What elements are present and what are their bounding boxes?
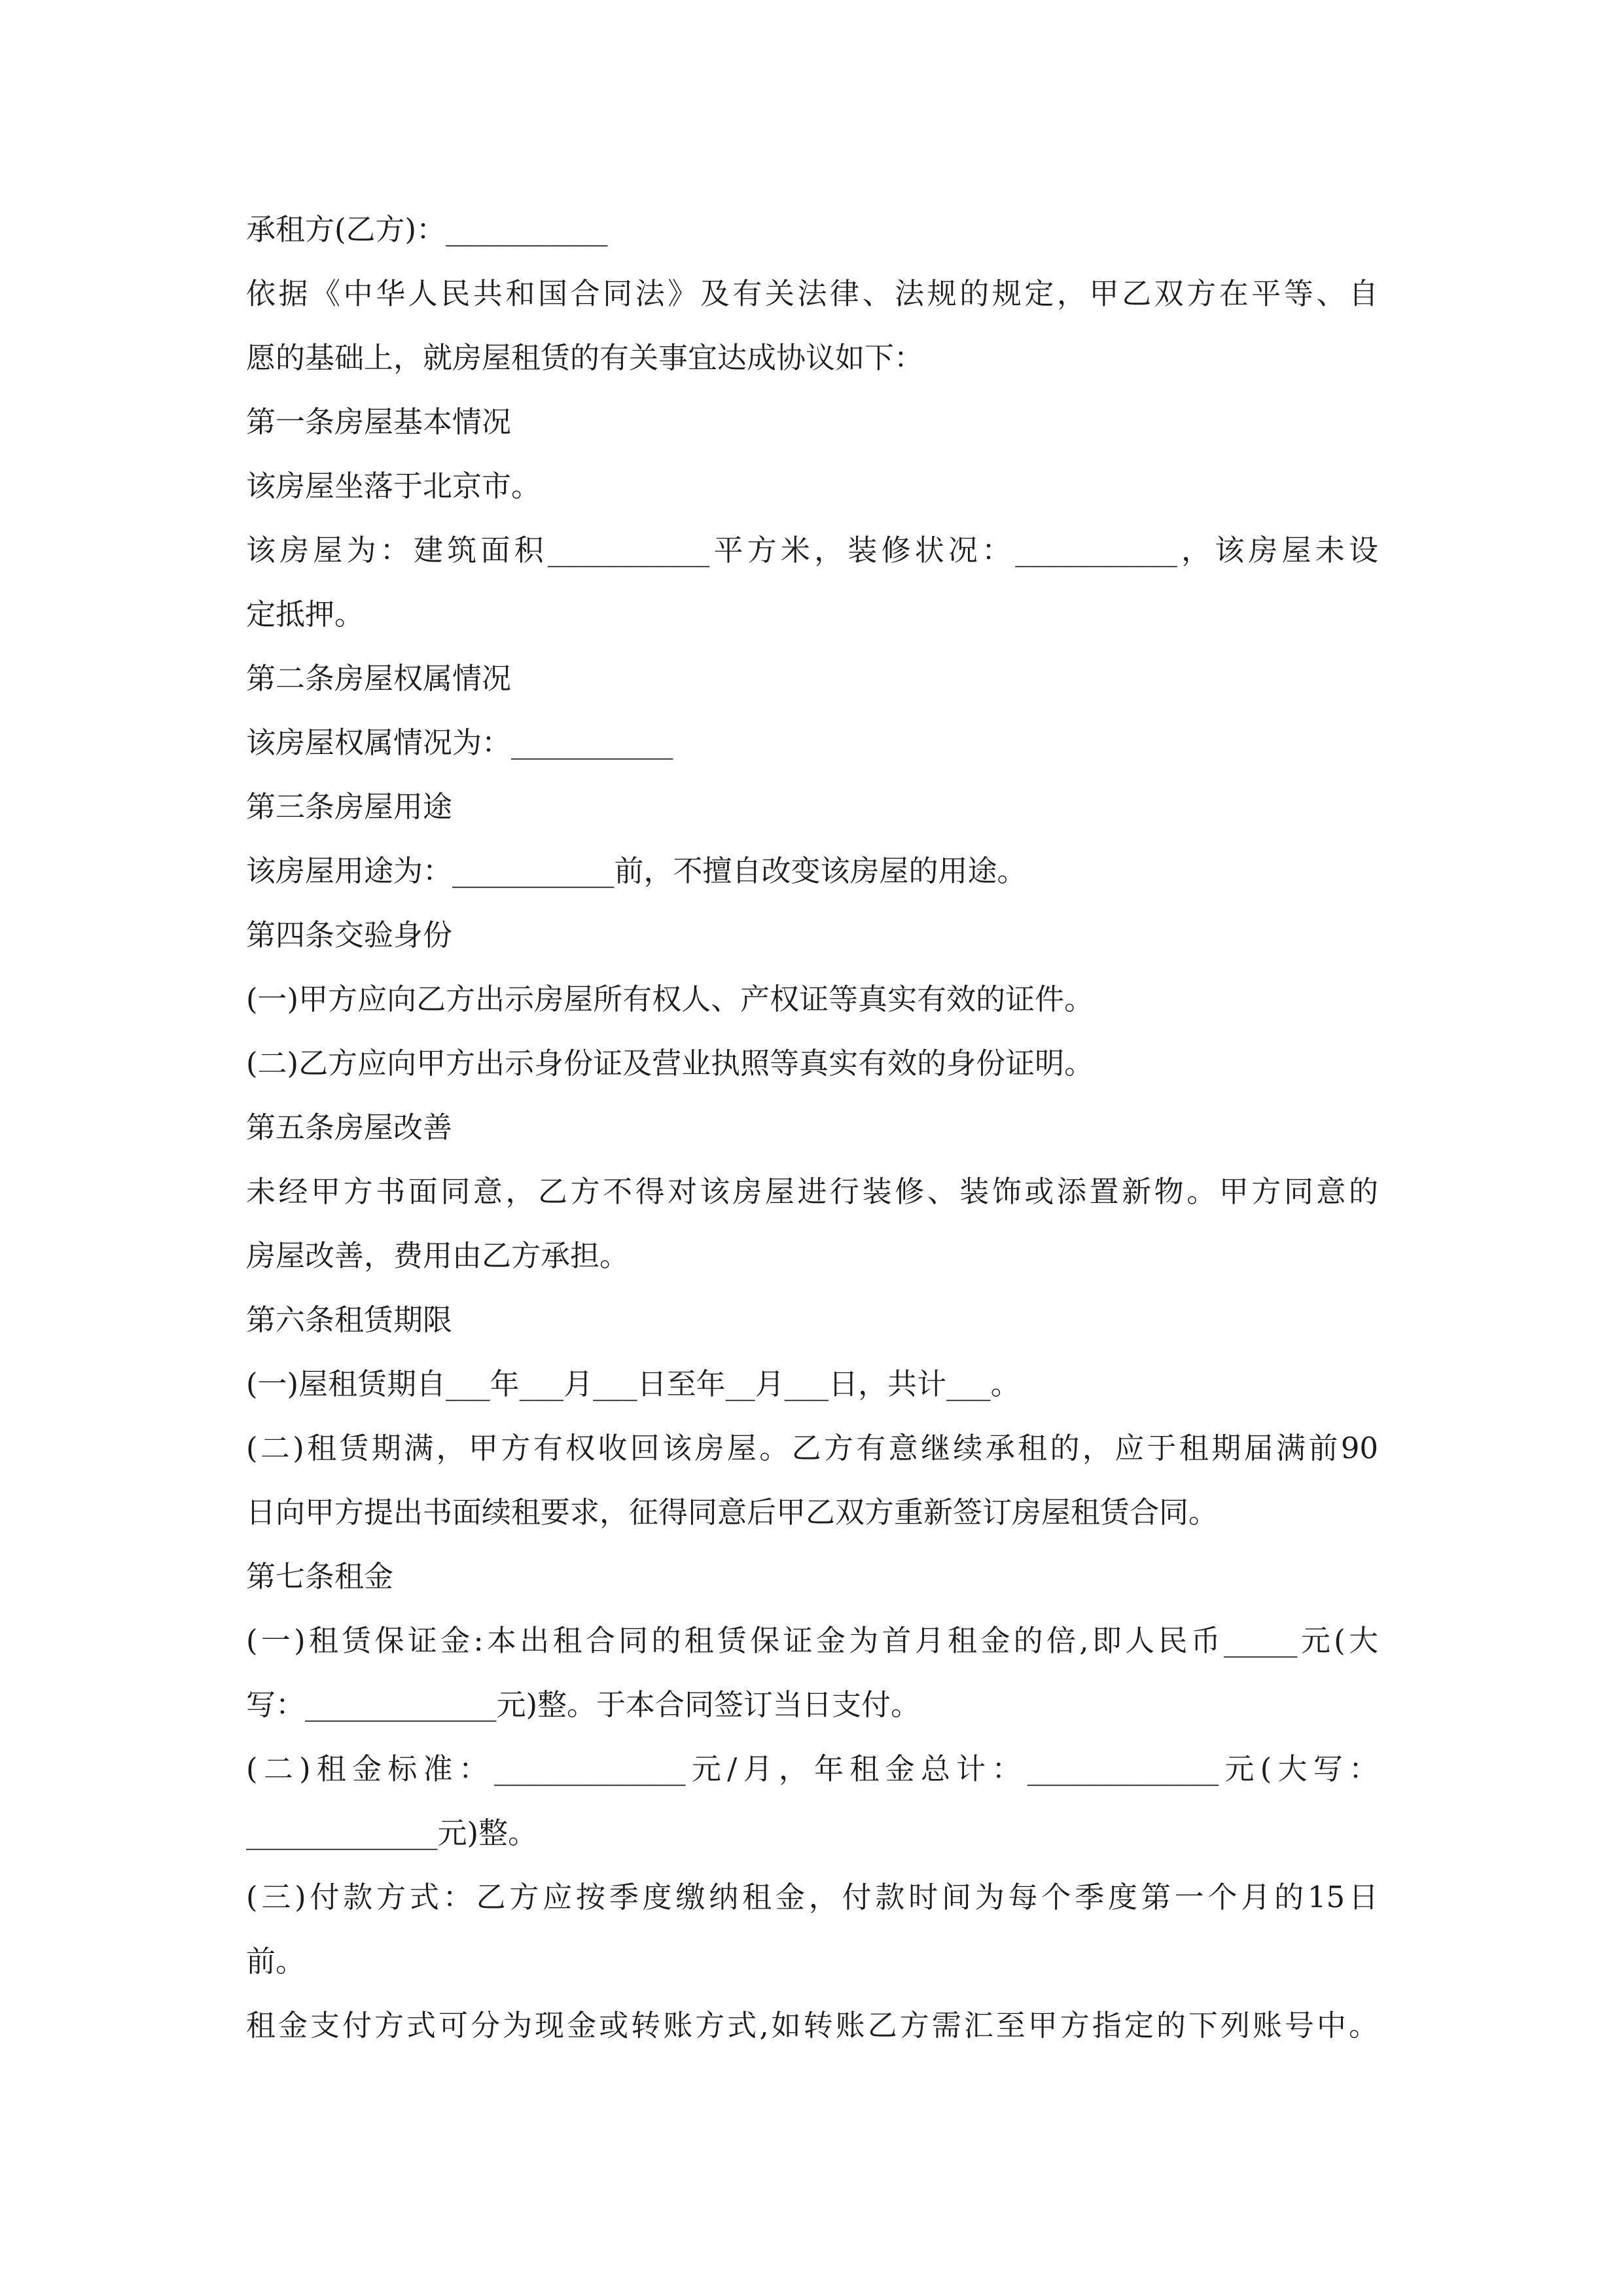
article-1-area-line-2: 定抵押。: [246, 597, 365, 632]
article-3-heading: 第三条房屋用途: [246, 789, 453, 824]
article-7-item-3-line-1: (三)付款方式：乙方应按季度缴纳租金，付款时间为每个季度第一个月的15日: [246, 1880, 1378, 1914]
article-1-location: 该房屋坐落于北京市。: [246, 469, 541, 503]
article-3-usage: 该房屋用途为：___________前，不擅自改变该房屋的用途。: [246, 853, 1027, 888]
article-2-heading: 第二条房屋权属情况: [246, 661, 512, 696]
article-7-item-3-line-2: 前。: [246, 1944, 306, 1979]
article-4-heading: 第四条交验身份: [246, 918, 453, 952]
article-1-heading: 第一条房屋基本情况: [246, 404, 512, 439]
article-2-ownership: 该房屋权属情况为：___________: [246, 725, 673, 760]
preamble-line-1: 依据《中华人民共和国合同法》及有关法律、法规的规定，甲乙双方在平等、自: [246, 276, 1378, 311]
lessee-line: 承租方(乙方)：___________: [246, 212, 608, 247]
article-4-item-2: (二)乙方应向甲方出示身份证及营业执照等真实有效的身份证明。: [246, 1046, 1094, 1081]
article-5-heading: 第五条房屋改善: [246, 1110, 453, 1145]
article-1-area-line-1: 该房屋为：建筑面积___________平方米，装修状况：___________，该房屋未设: [246, 533, 1378, 567]
article-6-item-2-line-2: 日向甲方提出书面续租要求，征得同意后甲乙双方重新签订房屋租赁合同。: [246, 1495, 1219, 1530]
article-5-text-line-2: 房屋改善，费用由乙方承担。: [246, 1238, 630, 1273]
article-4-item-1: (一)甲方应向乙方出示房屋所有权人、产权证等真实有效的证件。: [246, 982, 1094, 1016]
article-6-item-2-line-1: (二)租赁期满，甲方有权收回该房屋。乙方有意继续承租的，应于租期届满前90: [246, 1431, 1378, 1465]
article-7-item-2-line-2: _____________元)整。: [246, 1816, 538, 1850]
article-7-heading: 第七条租金: [246, 1559, 394, 1594]
article-7-item-2-line-1: (二)租金标准：_____________元/月，年租金总计：_____________元(大写：: [246, 1751, 1378, 1786]
preamble-line-2: 愿的基础上，就房屋租赁的有关事宜达成协议如下：: [246, 340, 924, 375]
article-6-item-1: (一)屋租赁期自___年___月___日至年__月___日，共计___。: [246, 1367, 1020, 1401]
article-7-item-1-line-1: (一)租赁保证金:本出租合同的租赁保证金为首月租金的倍,即人民币_____元(大: [246, 1623, 1378, 1658]
document-body: [246, 198, 1378, 2058]
article-5-text-line-1: 未经甲方书面同意，乙方不得对该房屋进行装修、装饰或添置新物。甲方同意的: [246, 1174, 1378, 1209]
article-7-item-1-line-2: 写：_____________元)整。于本合同签订当日支付。: [246, 1687, 921, 1722]
article-7-payment-method: 租金支付方式可分为现金或转账方式,如转账乙方需汇至甲方指定的下列账号中。: [246, 2008, 1378, 2043]
article-6-heading: 第六条租赁期限: [246, 1302, 453, 1337]
